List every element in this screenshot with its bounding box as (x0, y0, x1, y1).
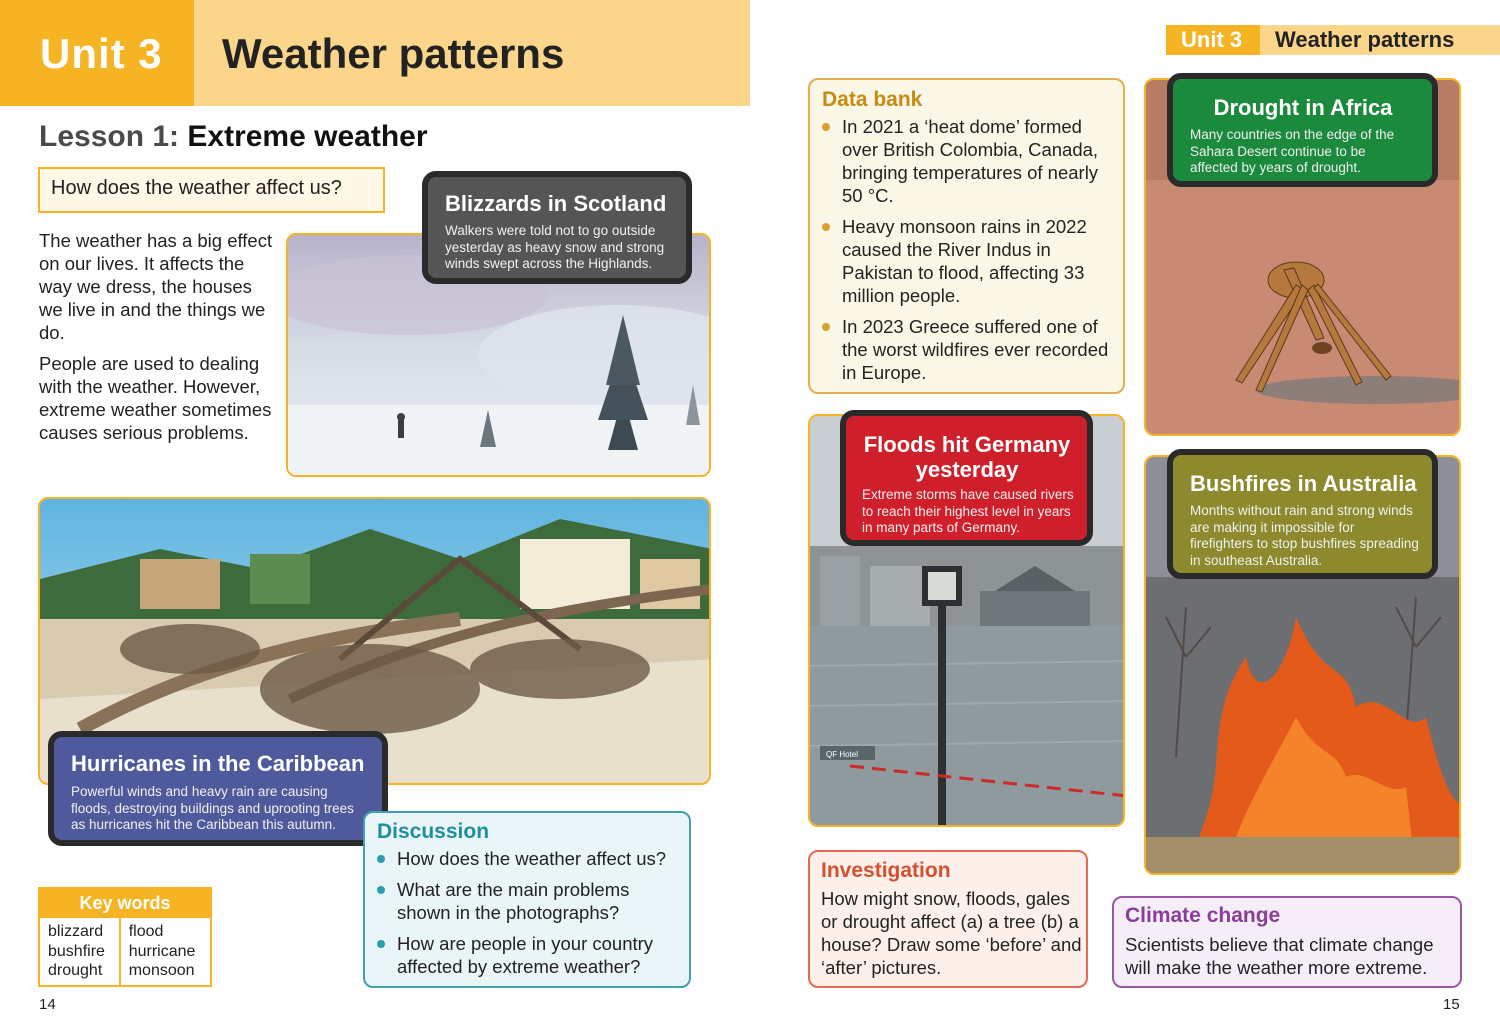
lesson-title (39, 120, 428, 154)
discussion-item: What are the main problems shown in the photographs? (377, 878, 687, 924)
caption-scotland-title: Blizzards in Scotland (445, 191, 667, 216)
caption-africa (1167, 73, 1438, 187)
caption-caribbean (48, 731, 388, 846)
caption-caribbean-body: Powerful winds and heavy rain are causing floods, destroying buildings and uprooting trees as hurricanes hit the Caribbean this autumn. (71, 784, 354, 832)
discussion-list (377, 847, 687, 986)
key-word: hurricane (128, 942, 196, 960)
right-unit-label: Unit 3 (1181, 27, 1243, 52)
investigation-text: How might snow, floods, gales or drought affect (a) a tree (b) a house? Draw some ‘before’ and ‘after’ pictures. (821, 888, 1082, 978)
question-text: How does the weather affect us? (51, 177, 342, 199)
intro-paragraph-2: People are used to dealing with the weather. However, extreme weather sometimes causes serious problems. (39, 353, 272, 443)
key-words-title: Key words (39, 888, 211, 918)
caption-caribbean-title: Hurricanes in the Caribbean (71, 751, 365, 776)
caption-australia-body: Months without rain and strong winds are making it impossible for firefighters to stop bushfires spreading in southeast Australia. (1190, 503, 1419, 568)
caption-germany-title: Floods hit Germany yesterday (863, 432, 1071, 482)
key-words-table (38, 887, 212, 987)
page-title: Weather patterns (222, 30, 565, 77)
data-bank-item: Heavy monsoon rains in 2022 caused the River Indus in Pakistan to flood, affecting 33 million people. (822, 215, 1117, 307)
key-word: flood (128, 923, 164, 940)
caption-australia (1167, 449, 1438, 579)
key-word: bushfire (48, 942, 105, 960)
intro-paragraph-1: The weather has a big effect on our lives. It affects the way we dress, the houses we live in and the things we do. (39, 230, 273, 343)
page-number-right: 15 (1443, 996, 1460, 1013)
discussion-title: Discussion (377, 820, 490, 843)
caption-africa-title: Drought in Africa (1213, 95, 1393, 120)
caption-australia-title: Bushfires in Australia (1190, 471, 1417, 496)
key-words-col-2 (120, 918, 211, 986)
key-word: monsoon (128, 962, 195, 979)
discussion-item: How are people in your country affected by extreme weather? (377, 932, 687, 978)
caption-scotland (422, 171, 692, 284)
investigation-title: Investigation (821, 859, 951, 882)
data-bank-list (822, 115, 1117, 392)
climate-change-text: Scientists believe that climate change will make the weather more extreme. (1125, 934, 1434, 978)
lesson-name: Extreme weather (187, 120, 428, 153)
caption-scotland-body: Walkers were told not to go outside yesterday as heavy snow and strong winds swept across the Highlands. (445, 223, 665, 271)
data-bank-item: In 2023 Greece suffered one of the worst wildfires ever recorded in Europe. (822, 315, 1117, 384)
discussion-item: How does the weather affect us? (377, 847, 687, 870)
climate-change-title: Climate change (1125, 904, 1281, 927)
caption-germany-body: Extreme storms have caused rivers to reach their highest level in years in many parts of Germany. (862, 487, 1074, 535)
key-word: drought (48, 962, 103, 979)
key-words-col-1 (39, 918, 120, 986)
unit-label: Unit 3 (40, 30, 163, 77)
right-page-title: Weather patterns (1275, 27, 1455, 52)
flood-sign-label: QF Hotel (826, 750, 859, 759)
data-bank-title: Data bank (822, 88, 923, 111)
caption-africa-body: Many countries on the edge of the Sahara Desert continue to be affected by years of drought. (1190, 127, 1395, 175)
page-number-left: 14 (39, 996, 56, 1013)
data-bank-item: In 2021 a ‘heat dome’ formed over British Colombia, Canada, bringing temperatures of nearly 50 °C. (822, 115, 1117, 207)
caption-germany (840, 410, 1093, 546)
lesson-prefix: Lesson 1: (39, 120, 180, 153)
key-word: blizzard (48, 923, 104, 940)
